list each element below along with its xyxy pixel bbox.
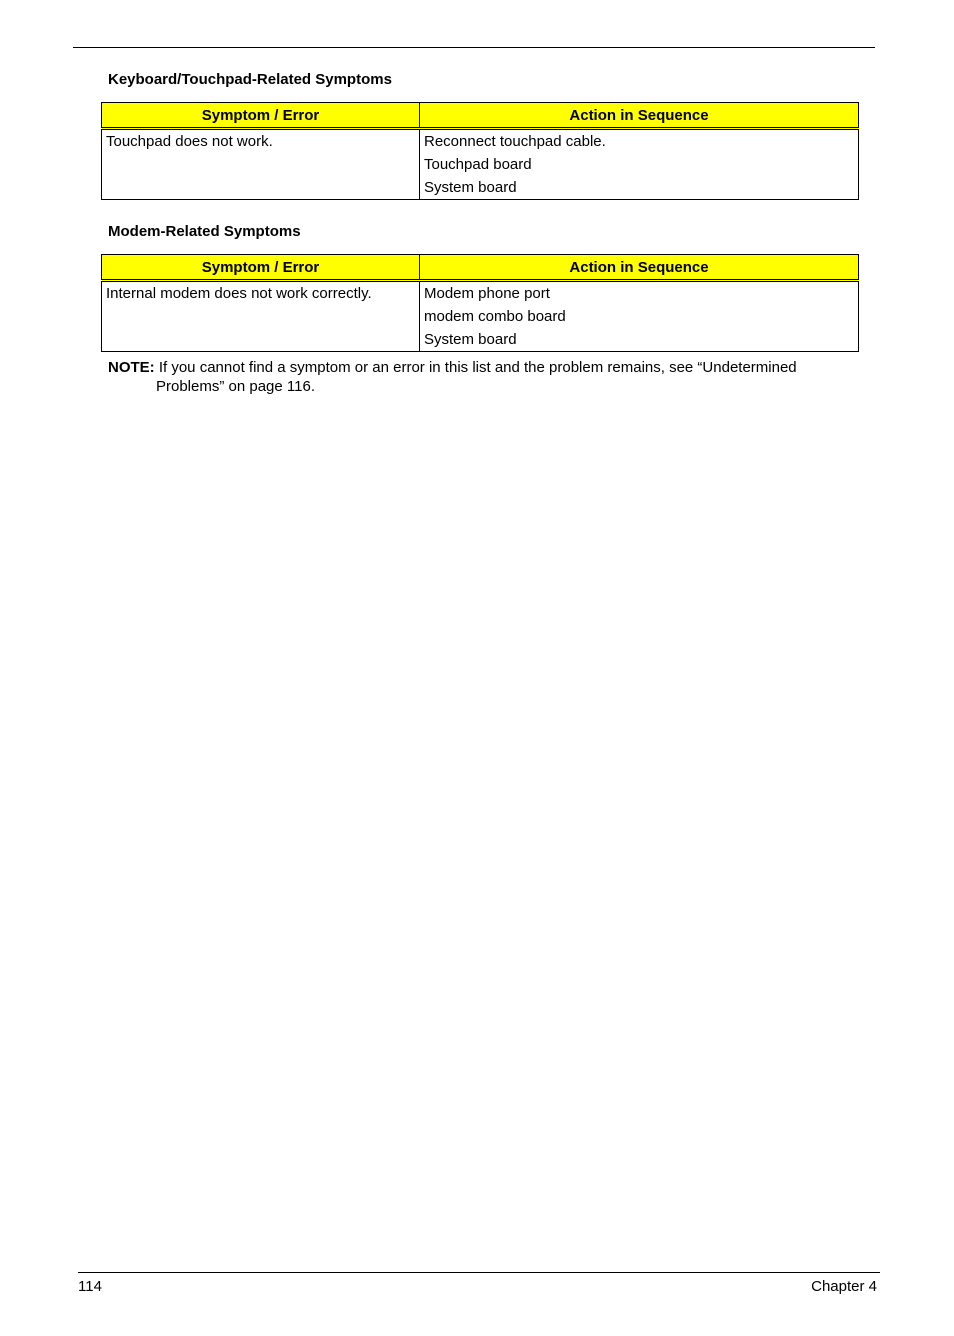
note-label: NOTE: [108, 359, 155, 376]
header-action: Action in Sequence [420, 103, 859, 129]
header-rule [73, 47, 875, 48]
action-item: System board [424, 179, 517, 196]
action-item: modem combo board [424, 308, 566, 325]
table-header-row [102, 255, 859, 281]
table-row [102, 129, 859, 200]
header-symptom: Symptom / Error [102, 255, 420, 281]
symptom-cell [102, 129, 420, 200]
section-title-modem: Modem-Related Symptoms [108, 223, 301, 240]
table-header-row [102, 103, 859, 129]
symptom-text: Touchpad does not work. [106, 133, 273, 150]
table-row [102, 281, 859, 352]
modem-table [101, 254, 859, 352]
note-text-line1: If you cannot find a symptom or an error in this list and the problem remains, see “Undetermined [154, 359, 797, 376]
action-cell [420, 129, 859, 200]
action-item: Reconnect touchpad cable. [424, 133, 606, 150]
action-item: Touchpad board [424, 156, 532, 173]
note-text-line2: Problems” on page 116. [156, 378, 315, 395]
action-item: System board [424, 331, 517, 348]
symptom-text: Internal modem does not work correctly. [106, 285, 372, 302]
section-title-keyboard-touchpad: Keyboard/Touchpad-Related Symptoms [108, 71, 392, 88]
keyboard-touchpad-table [101, 102, 859, 200]
page-number: 114 [78, 1278, 102, 1295]
symptom-cell [102, 281, 420, 352]
note [108, 358, 848, 396]
header-action: Action in Sequence [420, 255, 859, 281]
header-symptom: Symptom / Error [102, 103, 420, 129]
action-cell [420, 281, 859, 352]
chapter-label: Chapter 4 [811, 1278, 877, 1295]
footer-rule [78, 1272, 880, 1273]
action-item: Modem phone port [424, 285, 550, 302]
